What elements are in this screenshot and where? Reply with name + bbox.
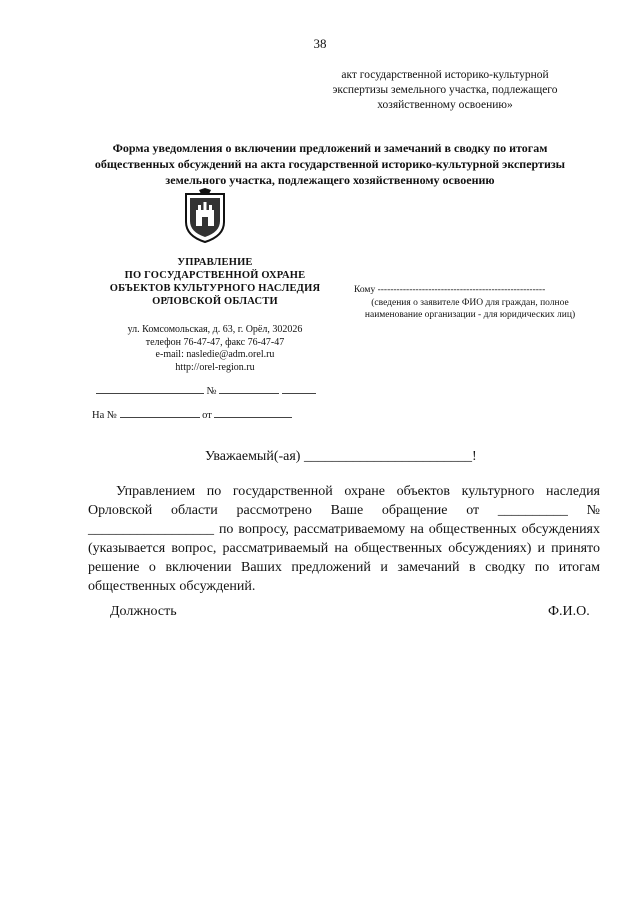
recipient-to-line	[340, 284, 600, 297]
form-title-line: общественных обсуждений на акта государственной историко-культурной экспертизы	[94, 157, 566, 171]
recipient-note: наименование организации - для юридических лиц)	[364, 310, 576, 320]
form-title	[60, 140, 600, 188]
website: http://orel-region.ru	[175, 361, 255, 373]
signature-name: Ф.И.О.	[548, 604, 590, 619]
signature-position: Должность	[110, 604, 177, 619]
recipient-block	[340, 284, 600, 322]
number-blank	[282, 384, 316, 394]
recipient-note: (сведения о заявителе ФИО для граждан, полное	[371, 297, 569, 308]
recipient-to-blank: -----------------------------------------------------	[377, 285, 546, 295]
organization-line: ОРЛОВСКОЙ ОБЛАСТИ	[152, 296, 278, 307]
salutation	[205, 449, 477, 465]
recipient-to-label: Кому	[354, 285, 376, 295]
salutation-text: Уважаемый(-ая)	[205, 449, 301, 464]
form-title-line: Форма уведомления о включении предложений и замечаний в сводку по итогам	[112, 141, 548, 155]
header-note-line: экспертизы земельного участка, подлежащего	[332, 84, 558, 96]
number-sign: №	[206, 386, 217, 397]
organization-line: ПО ГОСУДАРСТВЕННОЙ ОХРАНЕ	[124, 270, 306, 281]
incoming-date-label: от	[202, 410, 212, 421]
page-number: 38	[313, 36, 327, 51]
salutation-exclamation: !	[471, 449, 477, 464]
date-blank	[96, 384, 204, 394]
salutation-blank: ________________________	[303, 449, 472, 464]
coat-of-arms-icon	[182, 188, 228, 244]
header-note	[300, 68, 590, 113]
header-note-line: акт государственной историко-культурной	[341, 69, 549, 81]
organization-line: УПРАВЛЕНИЕ	[177, 257, 253, 268]
incoming-number-label: На №	[92, 410, 117, 421]
notification-body: Управлением по государственной охране объектов культурного наследия Орловской области рассмотрено Ваше обращение от __________ № __________________ по вопросу, рассматриваемому на общественных обсуждениях (указывается вопрос, рассматриваемый на общественных обсуждениях) и принято решение о включении Ваших предложений и замечаний в сводку по итогам общественных обсуждений.	[88, 484, 600, 594]
header-note-line: хозяйственному освоению»	[377, 99, 513, 111]
organization-name	[100, 256, 330, 308]
organization-contacts	[90, 324, 340, 374]
outgoing-reference	[96, 384, 316, 397]
organization-line: ОБЪЕКТОВ КУЛЬТУРНОГО НАСЛЕДИЯ	[109, 283, 321, 294]
incoming-date-blank	[214, 408, 292, 418]
email: e-mail: nasledie@adm.orel.ru	[155, 349, 275, 360]
address: ул. Комсомольская, д. 63, г. Орёл, 302026	[127, 324, 303, 335]
phone: телефон 76-47-47, факс 76-47-47	[145, 336, 285, 348]
incoming-reference	[92, 408, 292, 421]
number-blank	[219, 384, 279, 394]
form-title-line: земельного участка, подлежащего хозяйственному освоению	[165, 173, 495, 187]
incoming-number-blank	[120, 408, 200, 418]
